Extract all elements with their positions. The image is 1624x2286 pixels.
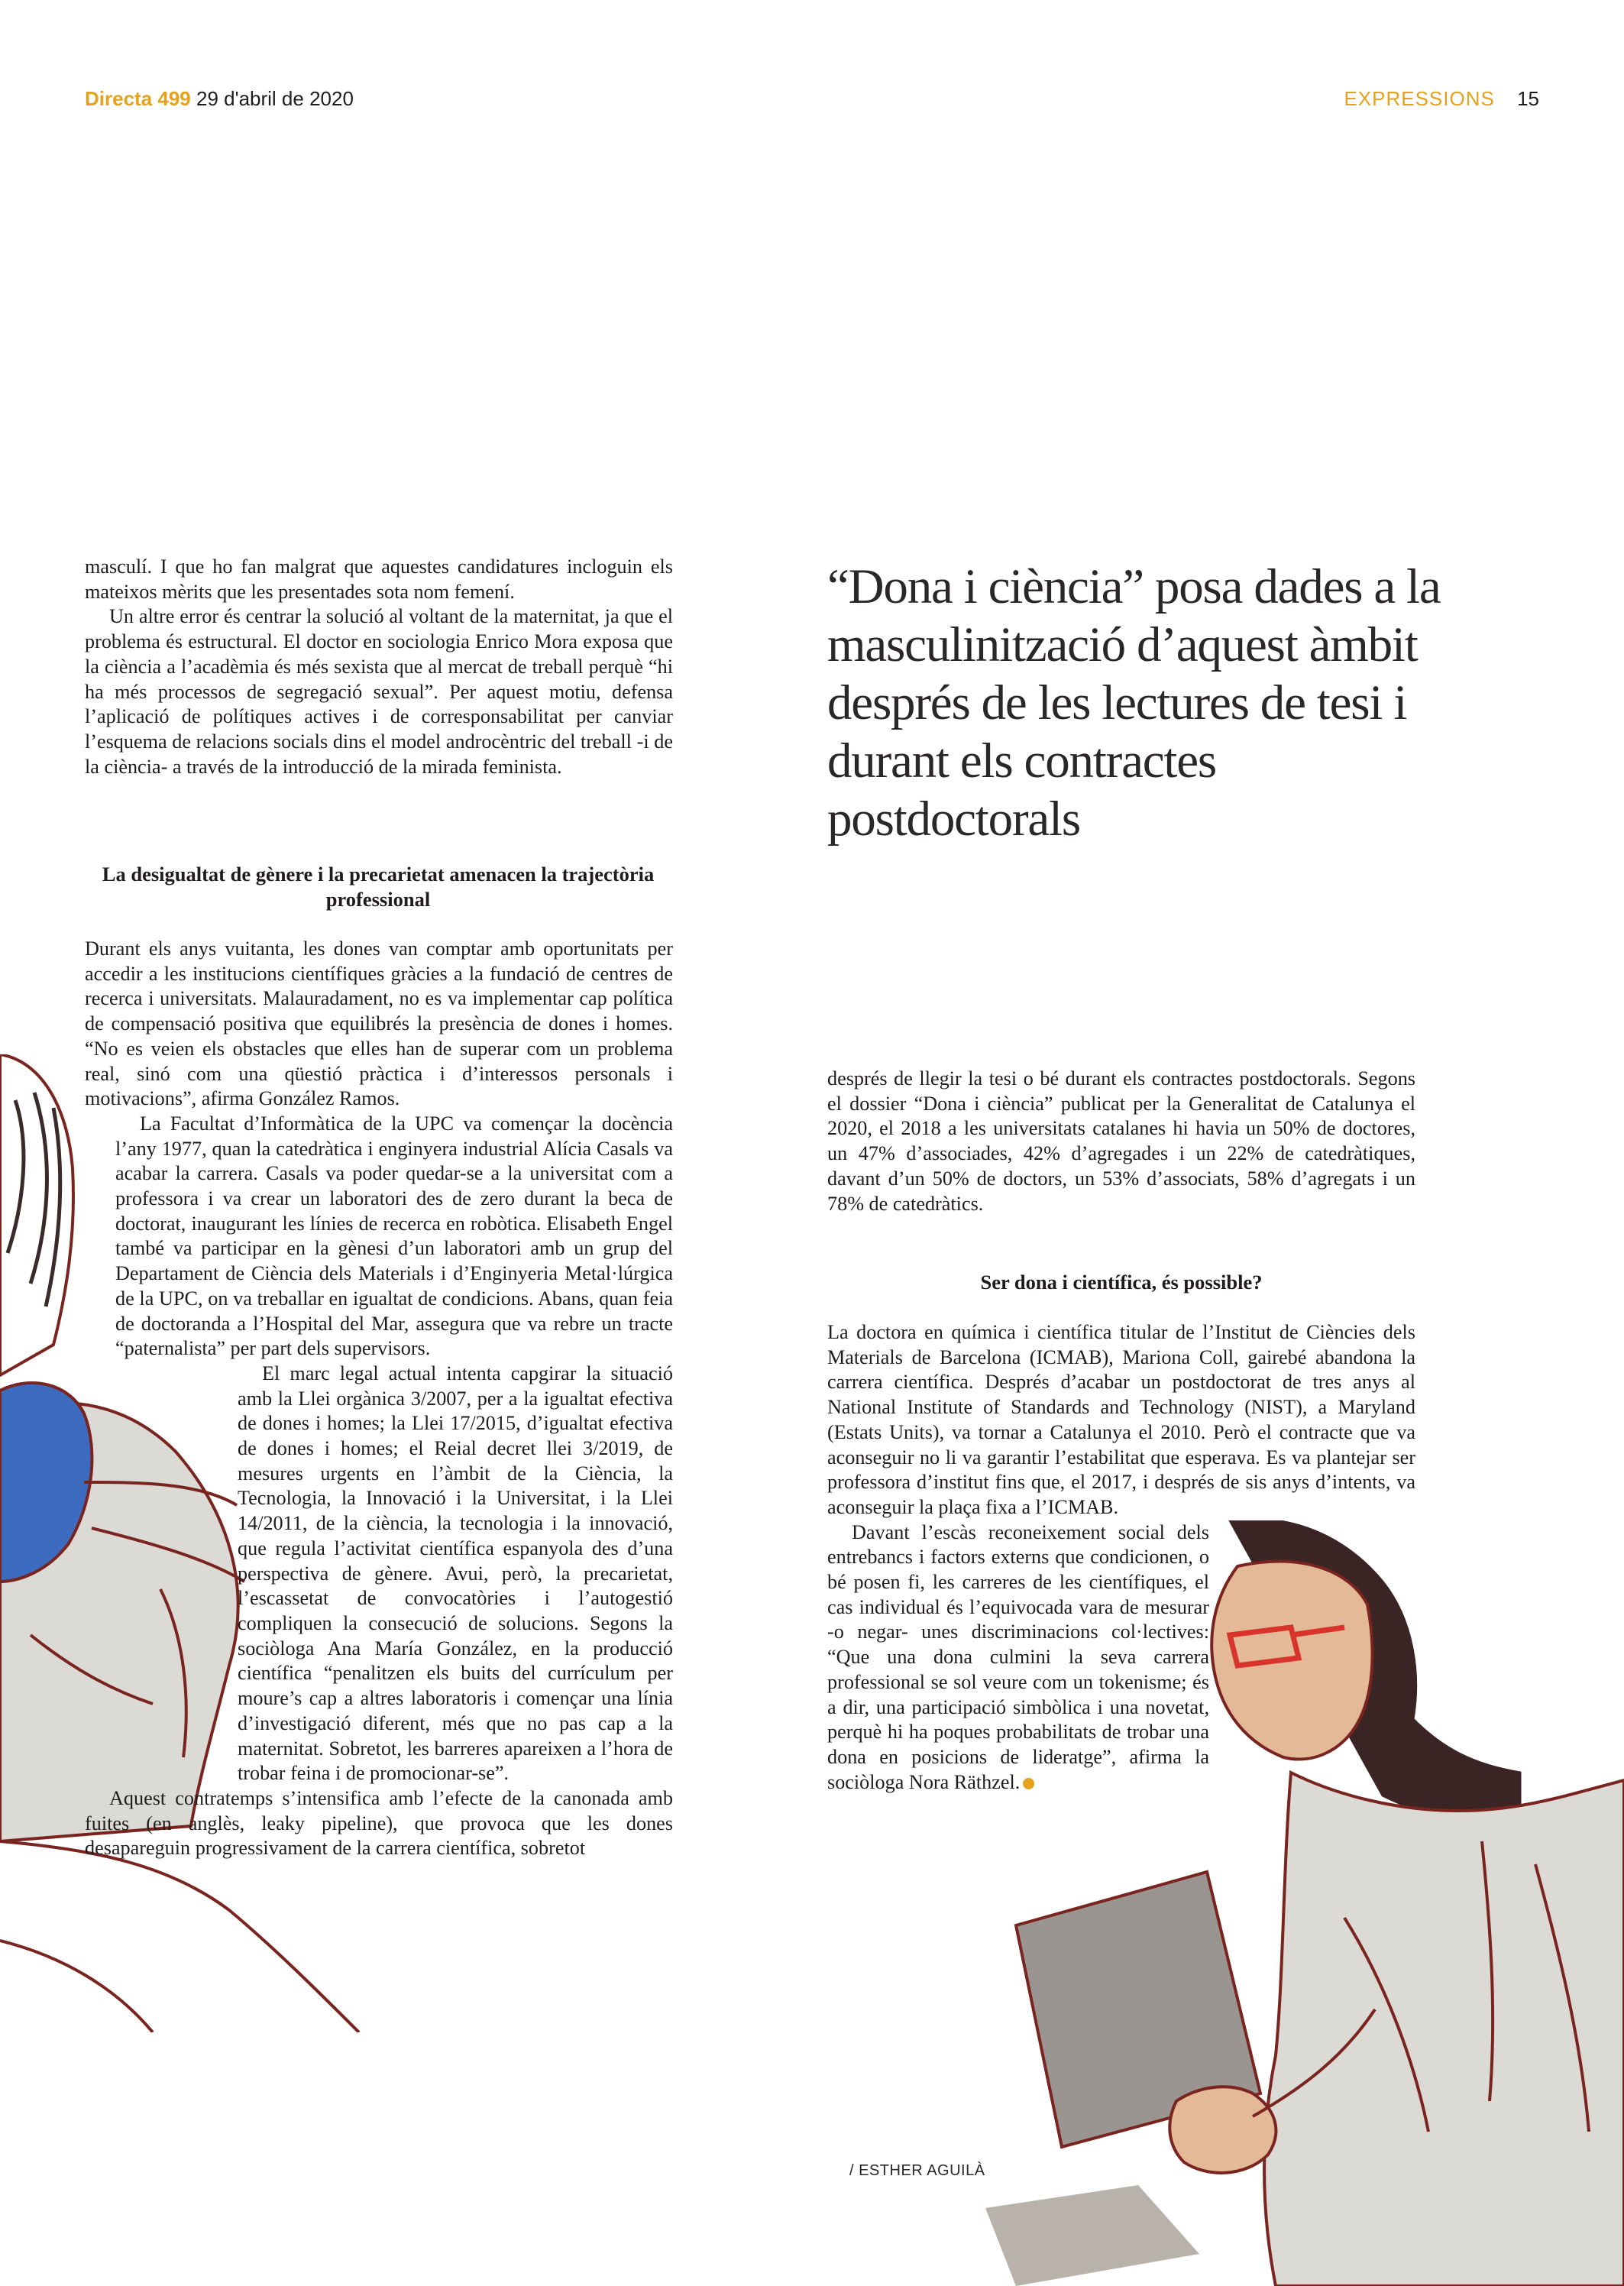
paragraph: masculí. I que ho fan malgrat que aquestes candidatures incloguin els mateixos mèrits que les presentades sota nom femení. bbox=[85, 555, 673, 603]
section-name: EXPRESSIONS bbox=[1344, 87, 1495, 110]
paragraph: La Facultat d’Informàtica de la UPC va començar la docència l’any 1977, quan la catedràtica i enginyera industrial Alícia Casals va acabar la carrera. Casals va poder quedar-se a la universitat com a professora i va crear un laboratori des de zero durant la beca de doctorat, inaugurant les línies de recerca en robòtica. Elisabeth Engel també va participar en la gènesi d’un laboratori amb un grup del Departament de Ciència dels Materials i d’Enginyeria Metal·lúrgica de la UPC, on va treballar en igualtat de condicions. Abans, quan feia de doctoranda a l’Hospital del Mar, assegura que va rebre un tracte “paternalista” per part dels supervisors. bbox=[115, 1112, 673, 1360]
paragraph bbox=[827, 1520, 1209, 1795]
right-column-intro bbox=[827, 1067, 1415, 1216]
end-mark-dot bbox=[1023, 1778, 1034, 1789]
left-column-intro bbox=[85, 555, 673, 779]
page-number: 15 bbox=[1517, 87, 1539, 110]
paragraph: després de llegir la tesi o bé durant els contractes postdoctorals. Segons el dossier “Dona i ciència” publicat per la Generalitat de Catalunya el 2020, el 2018 a les universitats catalanes hi havia un 50% de doctores, un 47% d’associades, 42% d’agregades i un 22% de catedràtiques, davant d’un 50% de doctors, un 53% d’associats, 58% d’agregats i un 78% de catedràtics. bbox=[827, 1067, 1415, 1215]
paragraph-text: Davant l’escàs reconeixement social dels entrebancs i factors externs que condicionen, o bé posen fi, les carreres de les científiques, el cas individual és l’equivocada vara de mesurar -o negar- unes discriminacions col·lectives: “Que una dona culmini la seva carrera professional se sol veure com un tokenisme; és a dir, una participació simbòlica i una novetat, perquè hi ha poques probabilitats de trobar una dona en posicions de lideratge”, afirma la sociòloga Nora Räthzel. bbox=[827, 1520, 1209, 1793]
left-column-body bbox=[85, 937, 673, 1861]
publication-name: Directa 499 bbox=[85, 87, 191, 110]
paragraph: Un altre error és centrar la solució al voltant de la maternitat, ja que el problema és estructural. El doctor en sociologia Enrico Mora exposa que la ciència a l’acadèmia és més sexista que al mercat de treball perquè “hi ha més processos de segregació sexual”. Per aquest motiu, defensa l’aplicació de polítiques actives i de corresponsabilitat per canviar l’esquema de relacions socials dins el model androcèntric del treball -i de la ciència- a través de la introducció de la mirada feminista. bbox=[85, 605, 673, 778]
issue-date: 29 d'abril de 2020 bbox=[196, 87, 354, 110]
paragraph: Durant els anys vuitanta, les dones van comptar amb oportunitats per accedir a les institucions científiques gràcies a la fundació de centres de recerca i universitats. Malauradament, no es va implementar cap política de compensació positiva que equilibrés la presència de dones i homes. “No es veien els obstacles que elles han de superar com un problema real, sinó com una qüestió pràctica i d’interessos personals i motivacions”, afirma González Ramos. bbox=[85, 937, 673, 1110]
paragraph: El marc legal actual intenta capgirar la situació amb la Llei orgànica 3/2007, per a la igualtat efectiva de dones i homes; la Llei 17/2015, d’igualtat efectiva de dones i homes; el Reial decret llei 3/2019, de mesures urgents en l’àmbit de la Ciència, la Tecnologia, la Innovació i la Universitat, i la Llei 14/2011, de la ciència, la tecnologia i la innovació, que regula l’activitat científica espanyola des d’una perspectiva de gènere. Avui, però, la precarietat, l’escassetat de convocatòries i l’autogestió compliquen la consecució de solucions. Segons la sociòloga Ana María González, en la producció científica “penalitzen els buits del currículum per moure’s cap a altres laboratoris i començar una línia d’investigació diferent, més que no pas cap a la maternitat. Sobretot, les barreres apareixen a l’hora de trobar feina i de promocionar-se”. bbox=[238, 1362, 673, 1785]
pull-quote: “Dona i ciència” posa dades a la masculinització d’aquest àmbit després de les lectures de tesi i durant els contractes postdoctorals bbox=[827, 559, 1441, 847]
left-subhead: La desigualtat de gènere i la precarietat amenacen la trajectòria professional bbox=[102, 863, 655, 911]
illustration-credit: / ESTHER AGUILÀ bbox=[849, 2162, 985, 2179]
header-left bbox=[85, 87, 354, 111]
header-right bbox=[1344, 87, 1539, 111]
page-header bbox=[0, 87, 1624, 118]
paragraph: Aquest contratemps s’intensifica amb l’efecte de la canonada amb fuites (en anglès, leaky pipeline), que provoca que les dones desapareguin progressivament de la carrera científica, sobretot bbox=[85, 1786, 673, 1860]
paragraph: La doctora en química i científica titular de l’Institut de Ciències dels Materials de Barcelona (ICMAB), Mariona Coll, gairebé abandona la carrera científica. Després d’acabar un postdoctorat de tres anys al National Institute of Standards and Technology (NIST), a Maryland (Estats Units), va tornar a Catalunya el 2010. Però el contracte que va aconseguir no li va garantir l’estabilitat que esperava. Es va plantejar ser professora d’institut fins que, el 2017, i després de sis anys d’intents, va aconseguir la plaça fixa a l’ICMAB. bbox=[827, 1321, 1415, 1518]
right-column-body bbox=[827, 1320, 1415, 1795]
right-subhead: Ser dona i científica, és possible? bbox=[980, 1271, 1263, 1294]
